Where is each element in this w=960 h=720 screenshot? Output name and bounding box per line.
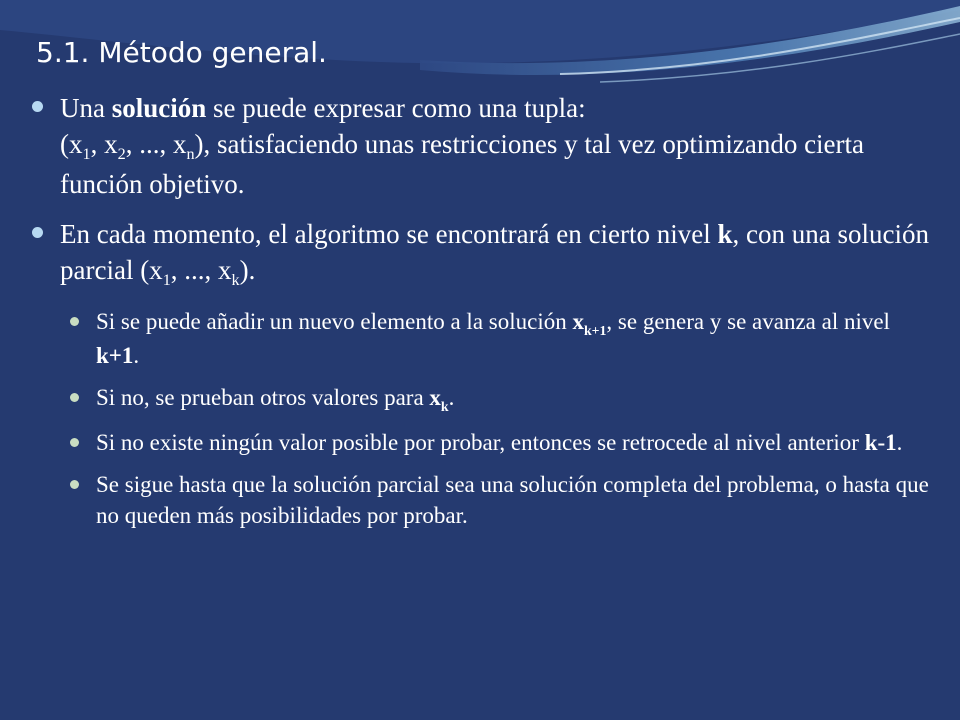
subscript: k+1 <box>583 323 607 338</box>
text: Se sigue hasta que la solución parcial sea una solución completa del problema, o hasta que no queden más posibilidades por probar. <box>96 472 929 528</box>
text: ). <box>239 255 256 285</box>
text: Si no, se prueban otros valores para <box>96 385 430 410</box>
emphasis: x <box>572 309 584 334</box>
text: , ..., x <box>170 255 232 285</box>
subscript: 1 <box>162 271 171 289</box>
subscript: k <box>440 399 449 414</box>
emphasis: k+1 <box>96 343 134 368</box>
subscript: n <box>186 145 195 163</box>
text: . <box>896 430 903 455</box>
text: , ..., x <box>125 129 187 159</box>
bullet-item-solution <box>32 90 932 202</box>
sub-bullet-item-retry <box>70 382 932 416</box>
text: Si se puede añadir un nuevo elemento a la solución <box>96 309 573 334</box>
bullet-icon <box>32 101 43 112</box>
text: se puede expresar como una tupla: <box>206 93 586 123</box>
emphasis: k-1 <box>864 430 897 455</box>
text: Una <box>60 93 112 123</box>
emphasis: x <box>429 385 441 410</box>
sub-bullet-item-continue <box>70 469 932 531</box>
text: . <box>448 385 455 410</box>
sub-bullet-icon <box>70 317 79 326</box>
text: , se genera y se avanza al nivel <box>606 309 890 334</box>
text: ), satisfaciendo unas restricciones y tal vez optimizando cierta función objetivo. <box>60 129 865 199</box>
subscript: k <box>231 271 240 289</box>
sub-bullet-item-backtrack <box>70 427 932 458</box>
subscript: 2 <box>117 145 126 163</box>
sub-bullet-icon <box>70 480 79 489</box>
text: En cada momento, el algoritmo se encontrará en cierto nivel <box>60 219 718 249</box>
text: , x <box>90 129 118 159</box>
bullet-icon <box>32 227 43 238</box>
subscript: 1 <box>82 145 91 163</box>
sub-bullet-icon <box>70 393 79 402</box>
sub-bullet-item-advance <box>70 306 932 371</box>
slide-content <box>32 90 932 542</box>
text: Si no existe ningún valor posible por probar, entonces se retrocede al nivel anterior <box>96 430 865 455</box>
text: , con una solución parcial (x <box>60 219 929 285</box>
text: . <box>133 343 140 368</box>
emphasis: solución <box>111 93 207 123</box>
slide-title: 5.1. Método general. <box>36 36 327 69</box>
sub-bullet-icon <box>70 438 79 447</box>
bullet-item-level <box>32 216 932 292</box>
emphasis: k <box>717 219 733 249</box>
text: (x <box>60 129 83 159</box>
